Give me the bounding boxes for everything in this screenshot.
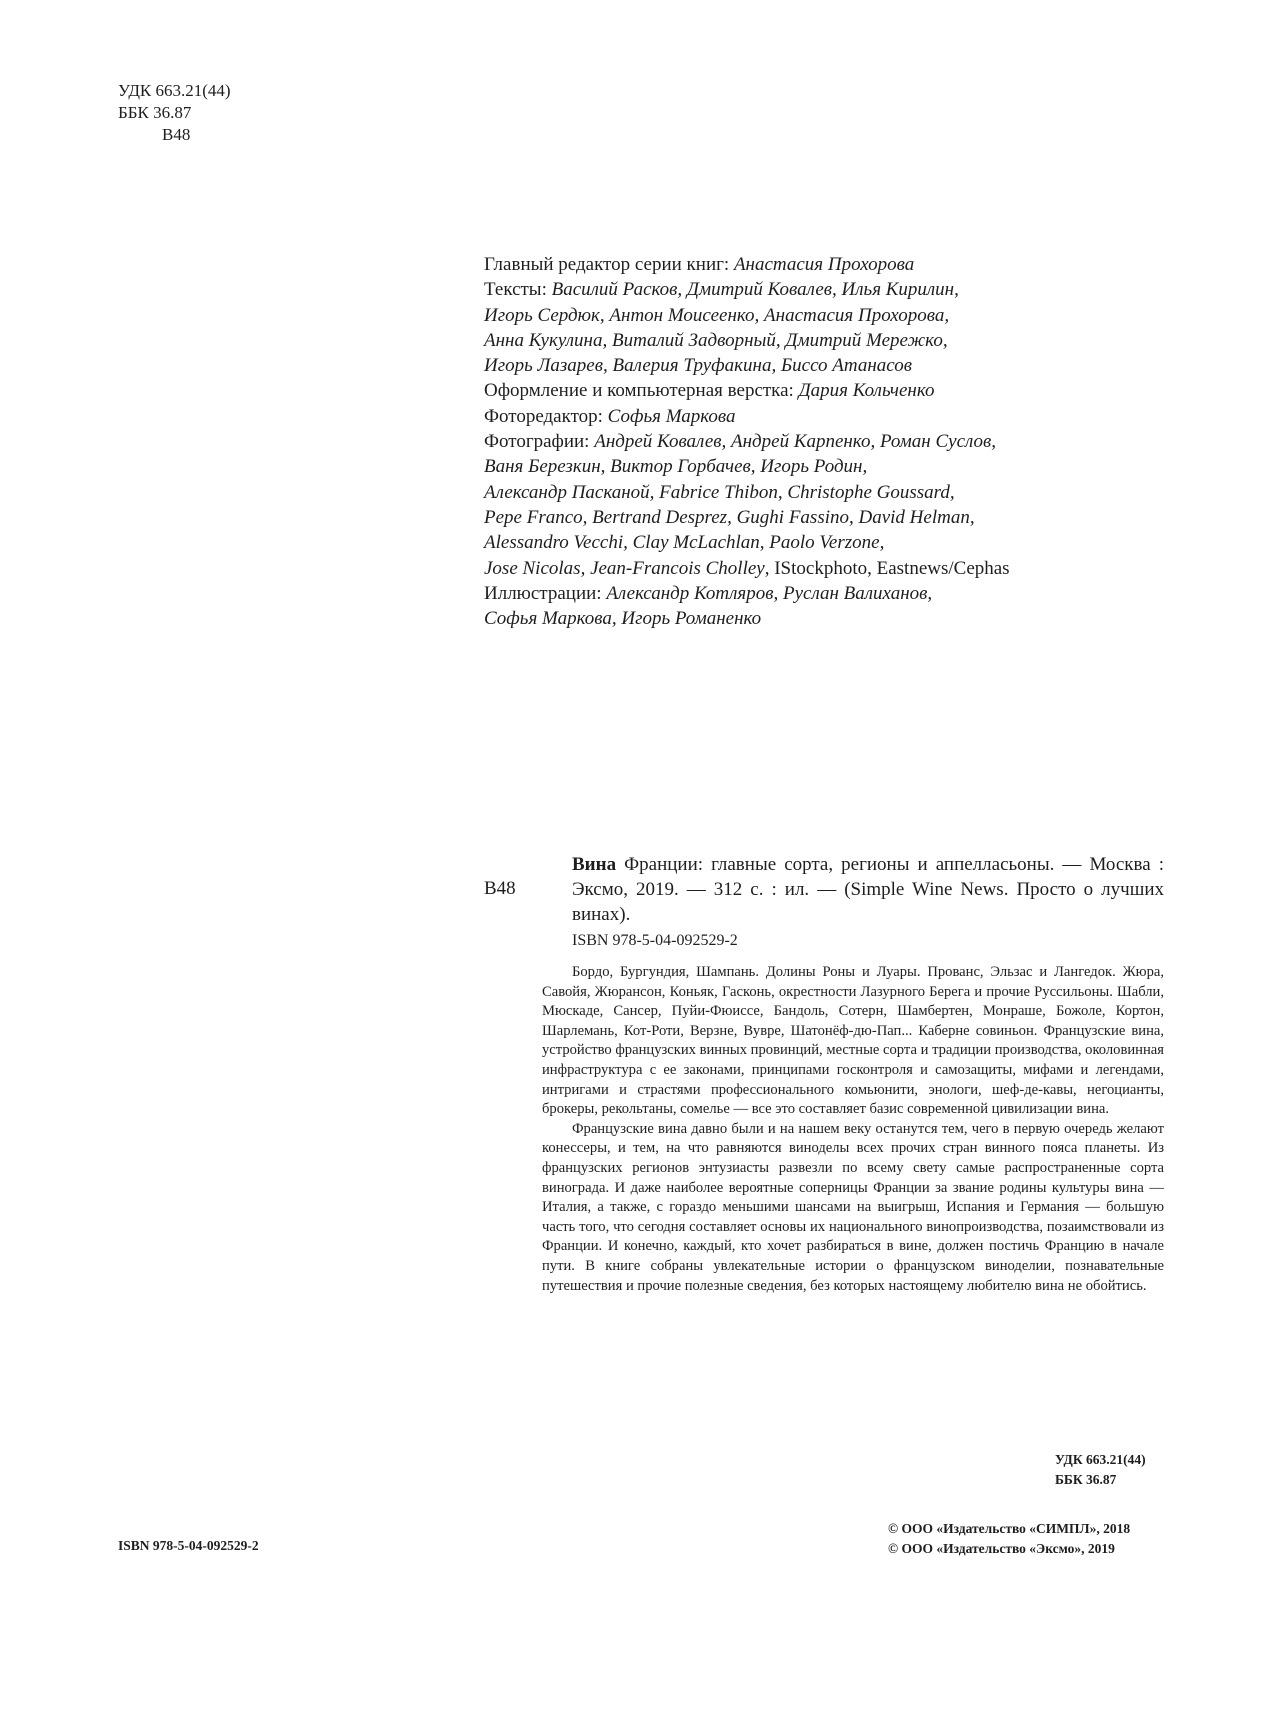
udk-code: УДК 663.21(44) bbox=[118, 81, 231, 100]
annotation-paragraph: Французские вина давно были и на нашем веку останутся тем, чего в первую очередь желают конессеры, и тем, на что равняются виноделы всех прочих стран винного пояса планеты. Из французских регионов энтузиасты развезли по всему свету самые распространенные сорта винограда. И даже наиболее вероятные соперницы Франции за звание родины культуры вина — Италия, а также, с гораздо меньшими шансами на выигрыш, Испания и Германия — большую часть того, что сегодня составляет основы их национального винопроизводства, позаимствовали из Франции. И конечно, каждый, кто хочет разбираться в вине, должен постичь Францию в начале пути. В книге собраны увлекательные истории о французском виноделии, познавательные путешествия и прочие полезные сведения, без которых настоящему любителю вина не обойтись. bbox=[542, 1120, 1164, 1294]
credit-texts bbox=[484, 277, 1184, 302]
credit-label: Фоторедактор: bbox=[484, 405, 608, 427]
credit-chief-editor bbox=[484, 252, 1184, 277]
book-title: Вина bbox=[572, 854, 617, 875]
credit-names-line: Ваня Березкин, Виктор Горбачев, Игорь Родин, bbox=[484, 456, 868, 478]
bibliographic-description bbox=[572, 852, 1164, 927]
copyright-line: © ООО «Издательство «Эксмо», 2019 bbox=[888, 1541, 1115, 1556]
credit-names-line: Игорь Сердюк, Антон Моисеенко, Анастасия Прохорова, bbox=[484, 304, 950, 326]
footer-bbk: ББК 36.87 bbox=[1055, 1472, 1117, 1487]
credit-label: Оформление и компьютерная верстка: bbox=[484, 380, 799, 402]
credit-photos bbox=[484, 429, 1184, 454]
credit-names-line: Alessandro Vecchi, Clay McLachlan, Paolo Verzone, bbox=[484, 532, 885, 554]
footer-udk: УДК 663.21(44) bbox=[1055, 1452, 1146, 1467]
credit-name: Андрей Ковалев, Андрей Карпенко, Роман Суслов, bbox=[594, 431, 997, 453]
credit-label: Тексты: bbox=[484, 279, 552, 301]
credit-name: Софья Маркова bbox=[607, 405, 736, 427]
credit-name: Jose Nicolas, Jean-Francois Cholley bbox=[484, 557, 765, 579]
credit-name: Александр Котляров, Руслан Валиханов, bbox=[606, 582, 933, 604]
credit-label: Фотографии: bbox=[484, 431, 595, 453]
credit-name: Василий Расков, Дмитрий Ковалев, Илья Кирилин, bbox=[551, 279, 959, 301]
copyright-block bbox=[888, 1519, 1130, 1559]
credit-agencies: , IStockphoto, Eastnews/Cephas bbox=[764, 557, 1010, 579]
credit-names-line bbox=[484, 556, 1184, 581]
bbk-code: ББК 36.87 bbox=[118, 103, 192, 122]
credit-label: Главный редактор серии книг: bbox=[484, 254, 734, 275]
credit-label: Иллюстрации: bbox=[484, 582, 607, 604]
credit-names-line: Софья Маркова, Игорь Романенко bbox=[484, 608, 762, 630]
credits-block bbox=[484, 252, 1184, 631]
credit-name: Дария Кольченко bbox=[798, 380, 935, 402]
credit-layout bbox=[484, 378, 1184, 403]
footer-classification bbox=[1055, 1450, 1146, 1490]
copyright-line: © ООО «Издательство «СИМПЛ», 2018 bbox=[888, 1521, 1131, 1536]
credit-names-line: Pepe Franco, Bertrand Desprez, Gughi Fassino, David Helman, bbox=[484, 506, 975, 528]
classification-block bbox=[118, 80, 231, 146]
credit-illustrations bbox=[484, 581, 1184, 606]
credit-name: Анастасия Прохорова bbox=[733, 254, 915, 275]
credit-names-line: Игорь Лазарев, Валерия Труфакина, Биссо Атанасов bbox=[484, 355, 912, 377]
credit-photo-editor bbox=[484, 404, 1184, 429]
annotation bbox=[542, 963, 1164, 1296]
isbn: ISBN 978-5-04-092529-2 bbox=[572, 932, 738, 949]
author-mark: В48 bbox=[162, 125, 191, 144]
annotation-paragraph: Бордо, Бургундия, Шампань. Долины Роны и Луары. Прованс, Эльзас и Лангедок. Жюра, Савойя, Жюрансон, Коньяк, Гасконь, окрестности Лазурного Берега и прочие Руссильоны. Шабли, Мюскаде, Сансер, Пуйи-Фюиссе, Бандоль, Сотерн, Шамбертен, Монраше, Божоле, Кортон, Шарлемань, Кот-Роти, Верзне, Вувре, Шатонёф-дю-Пап... Каберне совиньон. Французские вина, устройство французских винных провинций, местные сорта и традиции производства, околовинная инфраструктура с ее законами, принципами госконтроля и самозащиты, мифами и легендами, интригами и страстями профессионального комьюнити, энологи, шеф-де-кавы, негоцианты, брокеры, рекольтаны, сомелье — все это составляет базис современной цивилизации вина. bbox=[542, 964, 1164, 1118]
book-description: Франции: главные сорта, регионы и аппелласьоны. — Москва : Эксмо, 2019. — 312 с. : ил. — (Simple Wine News. Просто о лучших винах). bbox=[572, 854, 1164, 925]
author-mark-side: В48 bbox=[484, 878, 516, 899]
footer-isbn: ISBN 978-5-04-092529-2 bbox=[118, 1538, 259, 1553]
credit-names-line: Александр Пасканой, Fabrice Thibon, Christophe Goussard, bbox=[484, 481, 955, 503]
credit-names-line: Анна Кукулина, Виталий Задворный, Дмитрий Мережко, bbox=[484, 329, 948, 351]
